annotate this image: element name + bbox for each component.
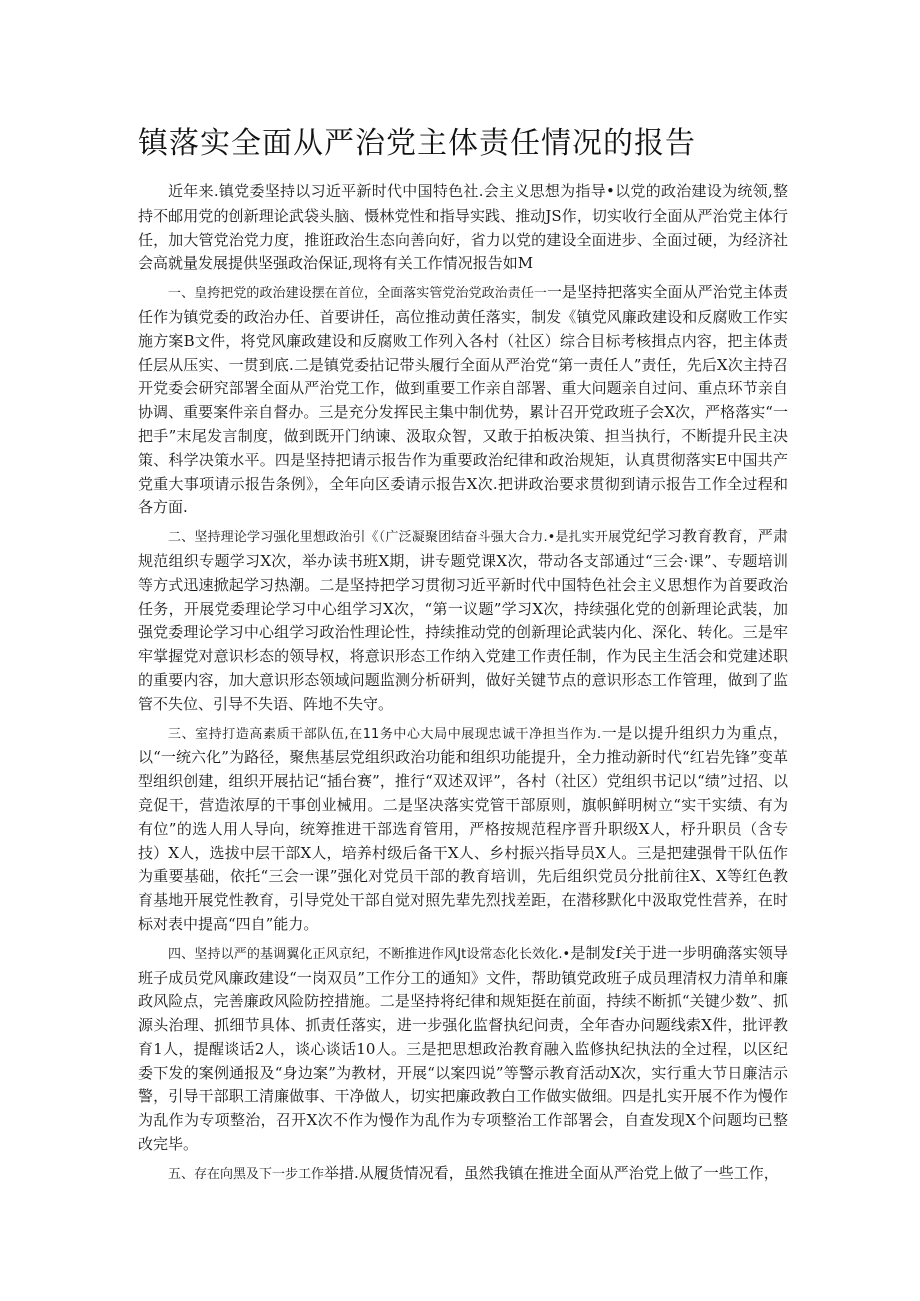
paragraph-text: 举措.从履货情况看，虽然我镇在推进全面从严治党上做了一些工作， [324,1163,779,1182]
paragraph-intro [138,180,788,276]
paragraph-text: 近年来.镇党委坚持以习近平新时代中国特色社.会主义思想为指导•以党的政治建设为统领,整持不邮用党的创新理论武袋头脑、慑林党性和指导实践、推动JS作，切实收行全面从严治党主体行任，加大管党治党力度，推诳政治生态向善向好，省力以党的建设全面进步、全面过硬，为经济社会高就量发展提供坚强政治保证,现将有关工作情况报告如M [138,182,788,273]
paragraph-text: 一是坚持把落实全面从严治党主体责任作为镇党委的政治办任、首要讲任，高位推动黄任落实，制发《镇党风廉政建设和反腐败工作实施方案B文件，将党风廉政建设和反腐败工作列入各村（社区）综合目标考核揖点内容，把主体责任层从压实、一贯到底.二是镇党委拈记带头履行全面从严治党“第一责任人”责任，先后X次主持召开党委会研究部署全面从严治党工作，做到重要工作亲自部署、重大问题亲自过问、重点环节亲自协调、重要案件亲自督办。三是充分发挥民主集中制优势，累计召开党政班子会X次，严格落实“一把手”末尾发言制度，做到既开门纳谏、汲取众智，又敢于拍板决策、担当执行，不断提升民主决策、科学决策水平。四是坚持把请示报告作为重要政治纪律和政治规矩，认真贯彻落实E中国共产党重大事项请示报告条例》，全年向区委请示报告X次.把讲政治要求贯彻到请示报告工作全过程和各方面. [138,283,788,517]
paragraph-text: 是制发f关于进一步明确落实领导班子成员党风廉政建设“一岗双员”工作分工的通知》文件，帮助镇党政班子成员理清权力清单和廉政风险点，完善廉政风险防控措施。二是坚持将纪律和规矩挺在前面，持续不断抓“关键少数”、抓源头治理、抓细节具体、抓责任落实，进一步强化监督执纪问责，全年杳办问题线索X件，批评教育1人，提醒谈话2人，谈心谈话10人。三是把思想政治教育融入监修执纪执法的全过程，以区纪委下发的案例通报及“身边案”为教材，开展“以案四说”等警示教育活动X次，实行重大节日廉洁示警，引导干部职工清廉做事、干净做人，切实把廉政教白工作做实做细。四是扎实开展不作为慢作为乱作为专项整治，召开X次不作为慢作为乱作为专项整治工作部署会，自查发现X个问题均已整改完毕。 [138,943,788,1154]
document-title: 镇落实全面从严治党主体责任情况的报告 [138,126,696,161]
paragraph-section-3 [138,722,788,937]
paragraph-section-5 [138,1162,788,1187]
paragraph-section-4 [138,942,788,1157]
section-heading: 四、坚持以严的基调翼化正风京纪，不断推进作风Jt设常态化长效化.• [168,946,571,962]
paragraph-text: 一是以提升组织力为重点，以“一统六化”为路径，聚焦基层党组织政治功能和组织功能提升，全力推动新时代“红岩先锋”变革型组织创建，组织开展拈记“插台赛”，推行“双述双评”，各村（社区）党组织书记以“绩”过招、以竞促干，营造浓厚的干事创业械用。二是坚决落实党管干部原则，旗帜鲜明树立“实干实绩、有为有位”的选人用人导向，统筹推进干部选育管用，严格按规范程序晋升职级X人，杼升职员（含专技）X人，选拔中层干部X人，培养村级后备干X人、乡村振兴指导员X人。三是把建强骨干队伍作为重要基础，依托“三会一课”强化对党员干部的教育培训，先后组织党员分批前往X、X等红色教育基地开展党性教育，引导党处干部自觉对照先辈先烈找差距，在潜移默化中汲取党性营养，在时标对表中提高“四自”能力。 [138,723,788,933]
paragraph-section-1 [138,281,788,520]
section-heading: 五、存在向黑及下一步工作 [168,1166,325,1182]
paragraph-text: 党纪学习教育教育，严肃规范组织专题学习X次，举办读书班X期，讲专题党课X次，带动各支部通过“三会·课”、专题培训等方式迅速掀起学习热潮。二是坚持把学习贯彻习近平新时代中国特色社会主义思想作为首要政治任务，开展党委理论学习中心组学习X次，“第一议题”学习X次，持续强化党的创新理论武装，加强党委理论学习中心组学习政治性理论性，持续推动党的创新理论武装内化、深化、转化。三是牢牢掌握党对意识杉态的领导权，将意识形态工作纳入党建工作责任制，作为民主生活会和党建述职的重要内容，加大意识形态领域问题监测分析研判，做好关键节点的意识形态工作管理，做到了监管不失位、引导不失语、阵地不失守。 [138,527,788,713]
section-heading: 二、坚持理论学习强化里想政治引《（广泛凝聚团结奋斗强大合力.•是扎实开展 [168,530,622,546]
document-body [138,180,788,1192]
section-heading: 三、室持打造高素质干部队伍,在11务中心大局中展现忠诚干净担当作为. [168,726,602,742]
section-heading: 一、皇挎把党的政治建设摆在首位，全面落实管党治党政治责任一 [168,286,547,302]
paragraph-section-2 [138,525,788,716]
